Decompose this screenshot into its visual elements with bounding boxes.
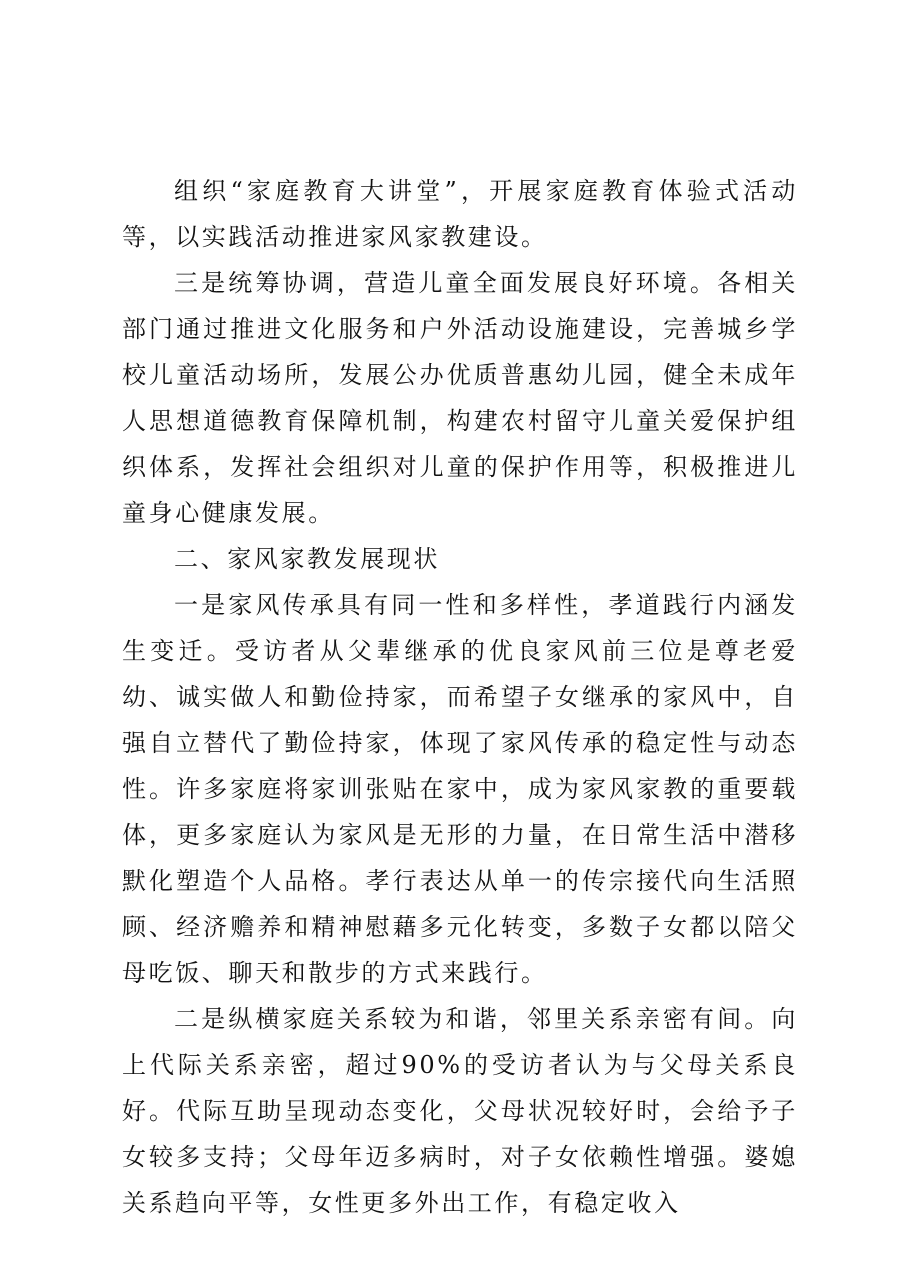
- paragraph-point-one: 一是家风传承具有同一性和多样性，孝道践行内涵发生变迁。受访者从父辈继承的优良家风前三位是尊老爱幼、诚实做人和勤俭持家，而希望子女继承的家风中，自强自立替代了勤俭持家，体现了家风传承的稳定性与动态性。许多家庭将家训张贴在家中，成为家风家教的重要载体，更多家庭认为家风是无形的力量，在日常生活中潜移默化塑造个人品格。孝行表达从单一的传宗接代向生活照顾、经济赡养和精神慰藉多元化转变，多数子女都以陪父母吃饭、聊天和散步的方式来践行。: [122, 591, 798, 987]
- paragraph-point-three: 三是统筹协调，营造儿童全面发展良好环境。各相关部门通过推进文化服务和户外活动设施建设，完善城乡学校儿童活动场所，发展公办优质普惠幼儿园，健全未成年人思想道德教育保障机制，构建农村留守儿童关爱保护组织体系，发挥社会组织对儿童的保护作用等，积极推进儿童身心健康发展。: [122, 269, 798, 527]
- paragraph-continuation: 组织“家庭教育大讲堂”，开展家庭教育体验式活动等，以实践活动推进家风家教建设。: [122, 177, 798, 251]
- paragraph-point-two: 二是纵横家庭关系较为和谐，邻里关系亲密有间。向上代际关系亲密，超过90%的受访者认为与父母关系良好。代际互助呈现动态变化，父母状况较好时，会给予子女较多支持；父母年迈多病时，对子女依赖性增强。婆媳关系趋向平等，女性更多外出工作，有稳定收入: [122, 1005, 798, 1217]
- section-heading: 二、家风家教发展现状: [174, 545, 440, 573]
- body-text: [122, 168, 798, 1226]
